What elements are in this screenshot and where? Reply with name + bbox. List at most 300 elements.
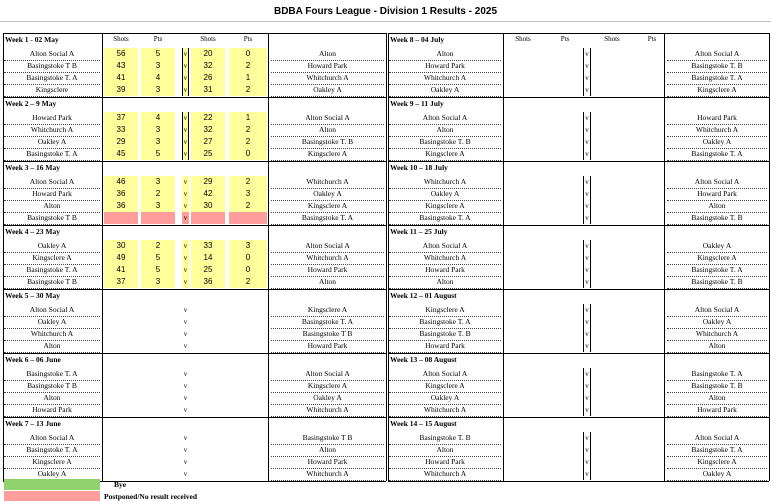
left-week-heading: Week 3 – 16 May (5, 163, 60, 172)
right-fixture-row (0, 340, 771, 352)
versus-marker: v (183, 254, 188, 262)
right-fixture-row (0, 444, 771, 456)
away-shots (596, 48, 628, 60)
versus-marker: v (583, 316, 591, 328)
versus-marker: v (583, 176, 591, 188)
right-table-bottom (388, 481, 769, 482)
right-fixture-row (0, 112, 771, 124)
home-points (551, 432, 579, 444)
home-points (551, 368, 579, 380)
away-points (638, 48, 666, 60)
home-shots (507, 328, 539, 340)
home-points (551, 304, 579, 316)
home-team: Kingsclere A (389, 148, 501, 161)
away-team: Whitchurch A (271, 468, 384, 481)
home-team: Basingstoke T. A (4, 444, 100, 457)
left-week-heading: Week 1 - 02 May (5, 35, 59, 44)
home-points (551, 188, 579, 200)
away-points: 2 (229, 124, 267, 136)
right-fixture-row (0, 72, 771, 84)
home-points (551, 444, 579, 456)
right-fixture-row (0, 212, 771, 224)
away-team: Basingstoke T. A (271, 212, 384, 225)
right-col-sep (664, 33, 665, 481)
home-shots: 37 (104, 276, 138, 288)
versus-marker: v (183, 370, 188, 378)
right-fixture-row (0, 252, 771, 264)
away-shots (596, 456, 628, 468)
away-team: Kingsclere A (271, 304, 384, 317)
away-team: Oakley A (271, 392, 384, 405)
away-team: Alton (667, 392, 767, 405)
versus-marker: v (583, 468, 591, 480)
home-team: Whitchurch A (4, 328, 100, 341)
right-week-heading: Week 13 – 08 August (390, 355, 457, 364)
versus-marker: v (183, 138, 188, 146)
home-shots: 29 (104, 136, 138, 148)
away-team: Oakley A (667, 240, 767, 253)
away-team: Basingstoke T B (271, 432, 384, 445)
home-team: Kingsclere A (389, 200, 501, 213)
away-team: Whitchurch A (271, 176, 384, 189)
away-team: Alton (667, 200, 767, 213)
home-points (551, 148, 579, 160)
home-points (551, 112, 579, 124)
away-shots (596, 468, 628, 480)
home-team: Oakley A (389, 84, 501, 97)
home-team: Basingstoke T. A (4, 72, 100, 85)
right-fixture-row (0, 84, 771, 96)
away-points: 2 (229, 200, 267, 212)
bye-swatch (4, 479, 100, 490)
versus-marker: v (583, 72, 591, 84)
away-points (638, 316, 666, 328)
away-team: Whitchurch A (271, 252, 384, 265)
home-team: Whitchurch A (389, 404, 501, 417)
away-team: Basingstoke T B (271, 328, 384, 341)
versus-marker: v (583, 252, 591, 264)
away-points (638, 432, 666, 444)
away-shots (596, 124, 628, 136)
home-team: Alton (4, 200, 100, 213)
away-team: Kingsclere A (667, 84, 767, 97)
left-week-heading: Week 4 – 23 May (5, 227, 60, 236)
away-points: 0 (229, 252, 267, 264)
home-team: Alton (4, 340, 100, 353)
versus-marker: v (183, 266, 188, 274)
away-team: Howard Park (667, 112, 767, 125)
away-points (638, 276, 666, 288)
versus-marker: v (183, 50, 188, 58)
home-team: Oakley A (389, 188, 501, 201)
away-shots (596, 252, 628, 264)
home-team: Alton (389, 444, 501, 457)
home-team: Whitchurch A (389, 468, 501, 481)
away-points (638, 60, 666, 72)
versus-marker: v (183, 318, 188, 326)
versus-marker: v (183, 178, 188, 186)
home-team: Howard Park (389, 340, 501, 353)
versus-marker: v (583, 84, 591, 96)
home-team: Alton Social A (389, 240, 501, 253)
away-team: Basingstoke T. B (667, 276, 767, 289)
away-points: 0 (229, 264, 267, 276)
home-shots (507, 380, 539, 392)
versus-marker: v (583, 432, 591, 444)
away-shots: 27 (191, 136, 225, 148)
away-shots (596, 340, 628, 352)
right-fixture-row (0, 432, 771, 444)
right-border-left (388, 33, 389, 481)
away-team: Alton Social A (667, 48, 767, 61)
home-shots: 33 (104, 124, 138, 136)
away-shots (596, 444, 628, 456)
right-week-heading: Week 12 – 01 August (390, 291, 457, 300)
away-shots (596, 304, 628, 316)
right-fixture-row (0, 404, 771, 416)
versus-marker: v (583, 264, 591, 276)
away-shots: 32 (191, 124, 225, 136)
right-week-heading: Week 10 – 18 July (390, 163, 448, 172)
legend-postponed: Postponed/No result received (104, 492, 198, 501)
versus-marker: v (583, 124, 591, 136)
right-fixture-row (0, 48, 771, 60)
home-points: 3 (141, 200, 175, 212)
versus-marker: v (183, 406, 188, 414)
away-shots: 25 (191, 264, 225, 276)
home-shots (507, 304, 539, 316)
versus-marker: v (583, 304, 591, 316)
home-shots (507, 176, 539, 188)
away-shots: 29 (191, 176, 225, 188)
versus-marker: v (183, 62, 188, 70)
away-team: Oakley A (271, 188, 384, 201)
versus-marker: v (583, 136, 591, 148)
away-shots: 25 (191, 148, 225, 160)
right-week-heading: Week 14 – 15 August (390, 419, 457, 428)
away-team: Howard Park (667, 404, 767, 417)
left-week-heading: Week 5 – 30 May (5, 291, 60, 300)
home-shots (507, 60, 539, 72)
right-fixture-row (0, 60, 771, 72)
away-shots: 30 (191, 200, 225, 212)
home-points (551, 240, 579, 252)
home-shots (507, 404, 539, 416)
away-points (638, 112, 666, 124)
home-team: Whitchurch A (389, 72, 501, 85)
home-points (551, 264, 579, 276)
home-points: 4 (141, 112, 175, 124)
away-shots (596, 276, 628, 288)
home-team: Alton (389, 48, 501, 61)
right-fixture-row (0, 456, 771, 468)
home-team: Basingstoke T. B (389, 328, 501, 341)
away-shots: 32 (191, 60, 225, 72)
header-r-away-shots: Shots (604, 35, 620, 43)
versus-marker: v (183, 214, 188, 222)
header-away-pts: Pts (243, 35, 253, 43)
away-team: Kingsclere A (271, 200, 384, 213)
home-shots: 39 (104, 84, 138, 96)
versus-marker: v (183, 114, 188, 122)
versus-marker: v (583, 200, 591, 212)
right-col-sep (503, 33, 504, 481)
home-shots (507, 212, 539, 224)
home-team: Basingstoke T B (4, 276, 100, 289)
away-points (638, 468, 666, 480)
away-shots (596, 432, 628, 444)
home-shots: 56 (104, 48, 138, 60)
home-shots: 43 (104, 60, 138, 72)
header-home-shots: Shots (113, 35, 129, 43)
away-shots: 26 (191, 72, 225, 84)
home-points (551, 48, 579, 60)
home-points: 3 (141, 176, 175, 188)
left-week-heading: Week 2 – 9 May (5, 99, 57, 108)
home-shots (507, 72, 539, 84)
versus-marker: v (183, 190, 188, 198)
away-team: Alton Social A (271, 240, 384, 253)
away-team: Whitchurch A (667, 124, 767, 137)
away-shots: 42 (191, 188, 225, 200)
away-shots: 33 (191, 240, 225, 252)
away-team: Alton Social A (667, 432, 767, 445)
away-team: Basingstoke T. A (667, 368, 767, 381)
home-shots (507, 188, 539, 200)
home-points (551, 404, 579, 416)
home-team: Alton Social A (4, 432, 100, 445)
away-shots (596, 240, 628, 252)
home-shots: 41 (104, 264, 138, 276)
versus-marker: v (583, 148, 591, 160)
home-shots (507, 432, 539, 444)
left-week-heading: Week 6 – 06 June (5, 355, 61, 364)
away-shots (596, 316, 628, 328)
home-team: Howard Park (389, 264, 501, 277)
home-points: 5 (141, 252, 175, 264)
away-shots (596, 148, 628, 160)
away-points (638, 124, 666, 136)
away-shots (596, 112, 628, 124)
away-points (638, 136, 666, 148)
versus-marker: v (583, 368, 591, 380)
home-points (551, 252, 579, 264)
home-points: 2 (141, 240, 175, 252)
home-team: Howard Park (4, 188, 100, 201)
away-shots (596, 380, 628, 392)
away-points: 0 (229, 48, 267, 60)
home-shots (507, 444, 539, 456)
left-week-divider (3, 97, 386, 98)
home-team: Howard Park (389, 456, 501, 469)
right-fixture-row (0, 264, 771, 276)
home-team: Alton Social A (4, 304, 100, 317)
away-points (638, 392, 666, 404)
right-fixture-row (0, 148, 771, 160)
home-team: Kingsclere A (389, 304, 501, 317)
home-team: Basingstoke T. B (389, 136, 501, 149)
away-shots (596, 392, 628, 404)
right-fixture-row (0, 328, 771, 340)
home-points: 3 (141, 124, 175, 136)
left-week-divider (3, 33, 386, 34)
away-points: 0 (229, 148, 267, 160)
away-shots (596, 404, 628, 416)
right-fixture-row (0, 124, 771, 136)
versus-marker: v (183, 278, 188, 286)
home-team: Alton Social A (4, 176, 100, 189)
home-shots (507, 468, 539, 480)
home-points (551, 468, 579, 480)
away-shots (596, 72, 628, 84)
away-points (638, 304, 666, 316)
home-team: Kingsclere A (389, 380, 501, 393)
away-team: Basingstoke T. A (667, 148, 767, 161)
away-team: Alton Social A (667, 304, 767, 317)
versus-marker: v (183, 470, 188, 478)
home-shots (507, 240, 539, 252)
right-fixture-row (0, 392, 771, 404)
away-team: Whitchurch A (271, 72, 384, 85)
home-points: 2 (141, 188, 175, 200)
versus-marker: v (583, 112, 591, 124)
away-team: Kingsclere A (667, 456, 767, 469)
home-points: 5 (141, 48, 175, 60)
away-points (638, 240, 666, 252)
right-week-divider (388, 33, 769, 34)
away-points (638, 212, 666, 224)
header-r-away-pts: Pts (647, 35, 657, 43)
versus-marker: v (183, 330, 188, 338)
right-fixture-row (0, 276, 771, 288)
versus-marker: v (183, 202, 188, 210)
away-shots: 31 (191, 84, 225, 96)
versus-marker: v (583, 340, 591, 352)
left-week-divider (3, 225, 386, 226)
home-team: Basingstoke T. A (389, 212, 501, 225)
away-team: Basingstoke T. B (271, 136, 384, 149)
home-team: Alton (389, 124, 501, 137)
home-team: Basingstoke T. B (389, 432, 501, 445)
away-team: Oakley A (271, 84, 384, 97)
away-points (638, 188, 666, 200)
away-points: 3 (229, 240, 267, 252)
home-shots: 46 (104, 176, 138, 188)
home-shots: 37 (104, 112, 138, 124)
home-shots (507, 252, 539, 264)
away-points: 2 (229, 60, 267, 72)
away-points (638, 368, 666, 380)
home-points (551, 456, 579, 468)
away-team: Alton (271, 124, 384, 137)
away-team: Whitchurch A (271, 404, 384, 417)
home-points (551, 380, 579, 392)
home-points (551, 392, 579, 404)
right-border-right (769, 33, 770, 481)
home-shots: 41 (104, 72, 138, 84)
versus-marker: v (583, 328, 591, 340)
versus-marker: v (183, 434, 188, 442)
home-points: 3 (141, 60, 175, 72)
postponed-swatch (4, 491, 100, 501)
away-team: Howard Park (271, 340, 384, 353)
home-points: 3 (141, 276, 175, 288)
away-team: Howard Park (667, 188, 767, 201)
home-shots: 45 (104, 148, 138, 160)
home-points: 4 (141, 72, 175, 84)
away-team: Oakley A (667, 316, 767, 329)
away-points: 1 (229, 112, 267, 124)
home-points (551, 72, 579, 84)
versus-marker: v (183, 382, 188, 390)
home-team: Basingstoke T. A (4, 264, 100, 277)
away-points (638, 200, 666, 212)
versus-marker: v (183, 126, 188, 134)
away-team: Howard Park (271, 60, 384, 73)
versus-marker: v (583, 444, 591, 456)
away-points (638, 264, 666, 276)
home-team: Whitchurch A (4, 124, 100, 137)
away-team: Alton Social A (667, 176, 767, 189)
header-r-home-shots: Shots (515, 35, 531, 43)
home-shots (507, 392, 539, 404)
away-shots (596, 264, 628, 276)
away-team: Whitchurch A (667, 328, 767, 341)
versus-marker: v (183, 342, 188, 350)
away-team: Basingstoke T. A (667, 264, 767, 277)
away-points: 2 (229, 136, 267, 148)
home-team: Basingstoke T. A (389, 316, 501, 329)
home-points (551, 124, 579, 136)
left-week-divider (3, 161, 386, 162)
home-shots (507, 124, 539, 136)
home-team: Basingstoke T B (4, 212, 100, 225)
away-points (638, 444, 666, 456)
home-shots: 30 (104, 240, 138, 252)
away-team: Oakley A (667, 468, 767, 481)
home-team: Howard Park (4, 404, 100, 417)
versus-marker: v (583, 404, 591, 416)
right-week-heading: Week 9 – 11 July (390, 99, 444, 108)
away-team: Kingsclere A (271, 380, 384, 393)
away-points (638, 148, 666, 160)
home-team: Alton (389, 276, 501, 289)
header-away-shots: Shots (200, 35, 216, 43)
page-title: BDBA Fours League - Division 1 Results - 2025 (273, 6, 498, 17)
away-shots (596, 136, 628, 148)
home-points (551, 60, 579, 72)
home-points (551, 328, 579, 340)
legend-bye: Bye (114, 480, 127, 489)
away-shots (596, 60, 628, 72)
versus-marker: v (183, 86, 188, 94)
away-team: Alton (271, 276, 384, 289)
versus-marker: v (583, 212, 591, 224)
away-team: Alton Social A (271, 112, 384, 125)
away-shots: 14 (191, 252, 225, 264)
away-shots (596, 188, 628, 200)
home-team: Howard Park (389, 60, 501, 73)
right-fixture-row (0, 316, 771, 328)
away-team: Basingstoke T. B (667, 60, 767, 73)
away-team: Kingsclere A (271, 148, 384, 161)
home-team: Oakley A (4, 316, 100, 329)
away-points: 2 (229, 276, 267, 288)
home-shots (507, 112, 539, 124)
home-shots: 49 (104, 252, 138, 264)
home-team: Whitchurch A (389, 176, 501, 189)
home-team: Oakley A (4, 136, 100, 149)
